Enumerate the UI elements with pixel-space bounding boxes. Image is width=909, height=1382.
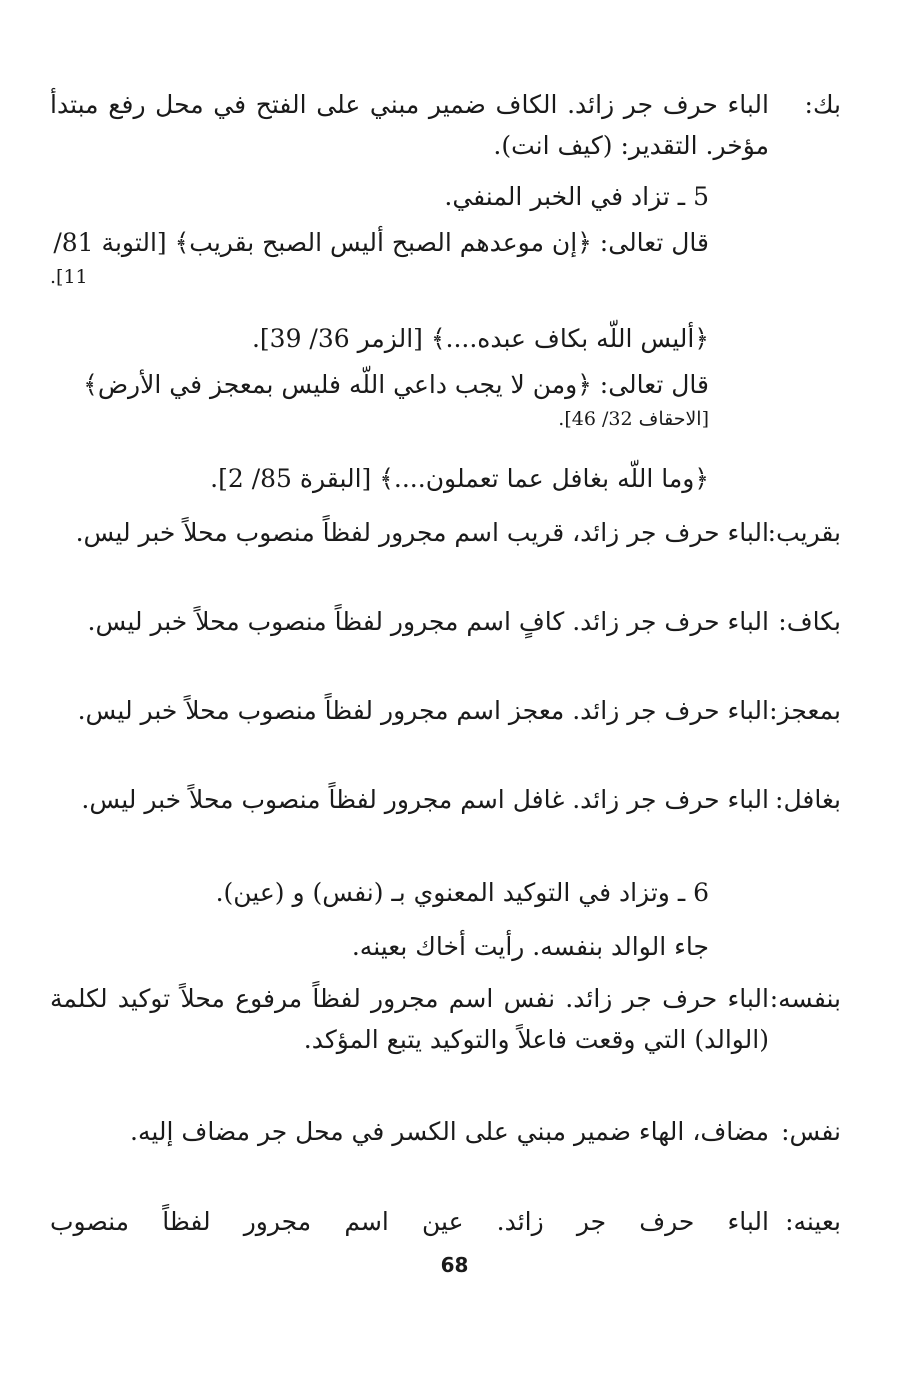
quote-zumar: ﴿أليس اللّه بكاف عبده....﴾ [الزمر 36/ 39]. [251,324,709,353]
entry-bimujiz [50,690,841,731]
entry-text: مضاف، الهاء ضمير مبني على الكسر في محل جر مضاف إليه. [130,1117,769,1146]
quote-text: قال تعالى: ﴿إن موعدهم الصبح أليس الصبح بقريب﴾ [التوبة 81/ [53,228,709,257]
entry-term: نفس: [781,1117,841,1146]
quote-ahqaf [50,364,709,433]
entry-term: بكاف: [778,607,841,636]
rule-6: 6 ـ وتزاد في التوكيد المعنوي بـ (نفس) و (عين). [215,878,709,907]
page-number: 68 [440,1253,469,1277]
entry-text: الباء حرف جر زائد. عين اسم مجرور لفظاً منصوب [50,1207,769,1236]
quote-ref-cont: [الاحقاف 32/ 46]. [558,408,709,430]
quote-ref-cont: 11]. [50,266,88,288]
entry-bighafil [50,779,841,820]
rule-5: 5 ـ تزاد في الخبر المنفي. [444,182,709,211]
entry-term: بك: [804,90,841,119]
entry-text: الباء حرف جر زائد. كافٍ اسم مجرور لفظاً منصوب محلاً خبر ليس. [87,607,769,636]
entry-term: بقريب: [767,518,841,547]
entry-binafsihi [50,978,841,1060]
entry-text: الباء حرف جر زائد. معجز اسم مجرور لفظاً منصوب محلاً خبر ليس. [77,696,769,725]
entry-biaynihi [50,1201,841,1242]
entry-text: الباء حرف جر زائد. الكاف ضمير مبني على الفتح في محل رفع مبتدأ مؤخر. التقدير: (كيف انت). [50,90,769,160]
entry-term: بمعجز: [769,696,841,725]
entry-bikaf [50,601,841,642]
quote-text: قال تعالى: ﴿ومن لا يجب داعي اللّه فليس بمعجز في الأرض﴾ [83,370,709,399]
entry-term: بعينه: [785,1207,841,1236]
entry-term: بنفسه: [769,984,841,1013]
quote-tawba [50,222,709,291]
entry-bik [50,84,841,166]
entry-term: بغافل: [775,785,841,814]
entry-biqarib [50,512,841,553]
entry-text: الباء حرف جر زائد. نفس اسم مجرور لفظاً مرفوع محلاً توكيد لكلمة (الوالد) التي وقعت فاعلاً والتوكيد يتبع المؤكد. [50,984,769,1054]
entry-text: الباء حرف جر زائد، قريب اسم مجرور لفظاً منصوب محلاً خبر ليس. [75,518,769,547]
quote-baqara: ﴿وما اللّه بغافل عما تعملون....﴾ [البقرة 85/ 2]. [210,464,709,493]
example-6: جاء الوالد بنفسه. رأيت أخاك بعينه. [351,932,709,961]
entry-nafs [50,1111,841,1152]
entry-text: الباء حرف جر زائد. غافل اسم مجرور لفظاً منصوب محلاً خبر ليس. [81,785,769,814]
